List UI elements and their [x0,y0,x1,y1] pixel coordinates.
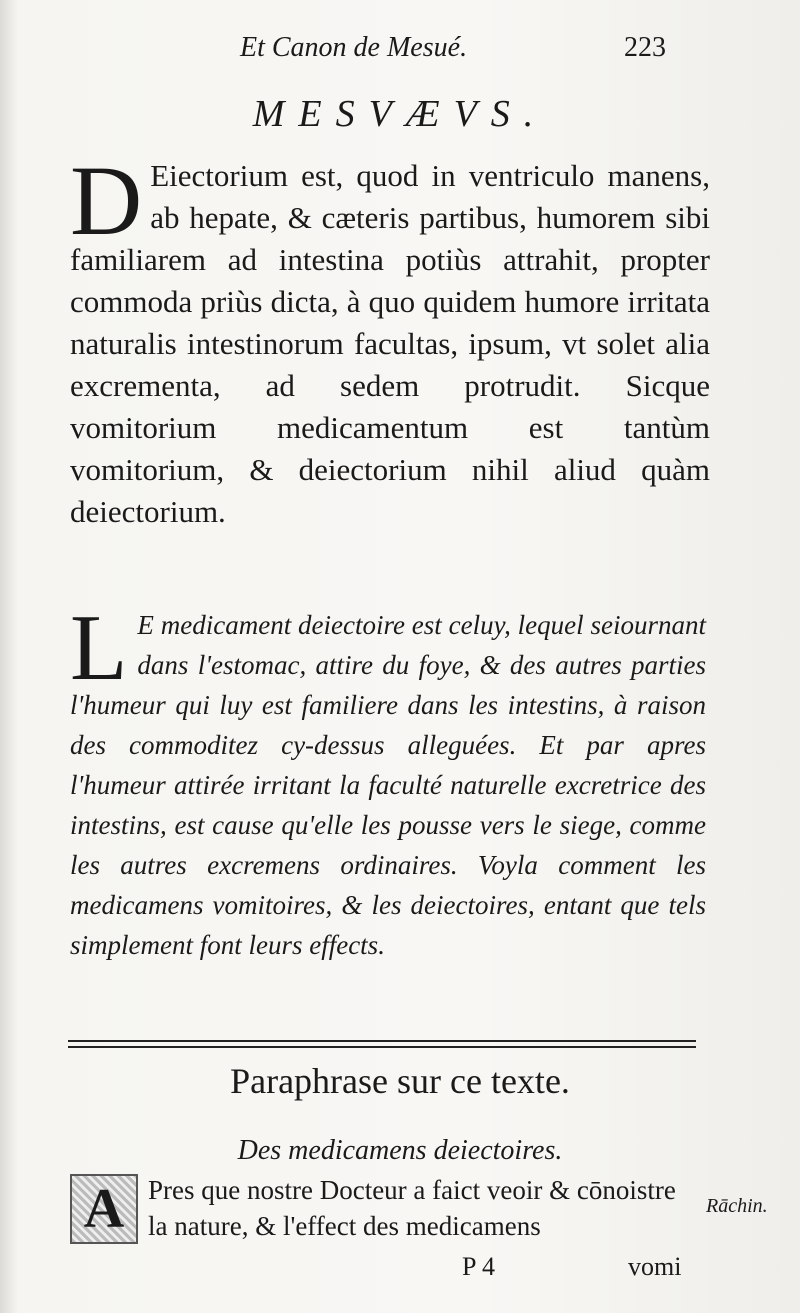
section-title: MESVÆVS. [252,93,548,135]
margin-note: Rāchin. [706,1195,768,1217]
signature-mark: P 4 [462,1252,495,1281]
french-drop-cap: L [70,596,128,700]
french-paragraph [70,596,706,965]
paraphrase-body: Pres que nostre Docteur a faict veoir & cōnoistre la nature, & l'effect des medicamens [148,1175,676,1241]
page-number: 223 [624,32,666,63]
latin-paragraph [70,145,710,533]
latin-drop-cap: D [70,145,143,256]
paraphrase-subtitle: Des medicamens deiectoires. [237,1135,563,1166]
divider-rule [68,1040,696,1042]
catchword: vomi [628,1252,682,1281]
paraphrase-paragraph [70,1172,702,1244]
running-head: Et Canon de Mesué. [240,32,468,63]
page-header [0,28,800,68]
latin-body: Eiectorium est, quod in ventriculo manens, ab hepate, & cæteris partibus, humorem sibi familiarem ad intestina potiùs attrahit, propter commoda priùs dicta, à quo quidem humore irritata naturalis intestinorum facultas, ipsum, vt solet alia excrementa, ad sedem protrudit. Sicque vomitorium medicamentum est tantùm vomitorium, & deiectorium nihil aliud quàm deiectorium. [70,158,710,529]
french-body: E medicament deiectoire est celuy, lequel seiournant dans l'estomac, attire du foye, & des autres parties l'humeur qui luy est familiere dans les intestins, à raison des commoditez cy-dessus alleguées. Et par apres l'humeur attirée irritant la faculté naturelle excretrice des intestins, est cause qu'elle les pousse vers le siege, comme les autres excremens ordinaires. Voyla comment les medicamens vomitoires, & les deiectoires, entant que tels simplement font leurs effects. [70,610,706,960]
divider-rule-double [68,1046,696,1048]
ornamental-initial: A [70,1174,138,1244]
paraphrase-title: Paraphrase sur ce texte. [230,1061,570,1101]
